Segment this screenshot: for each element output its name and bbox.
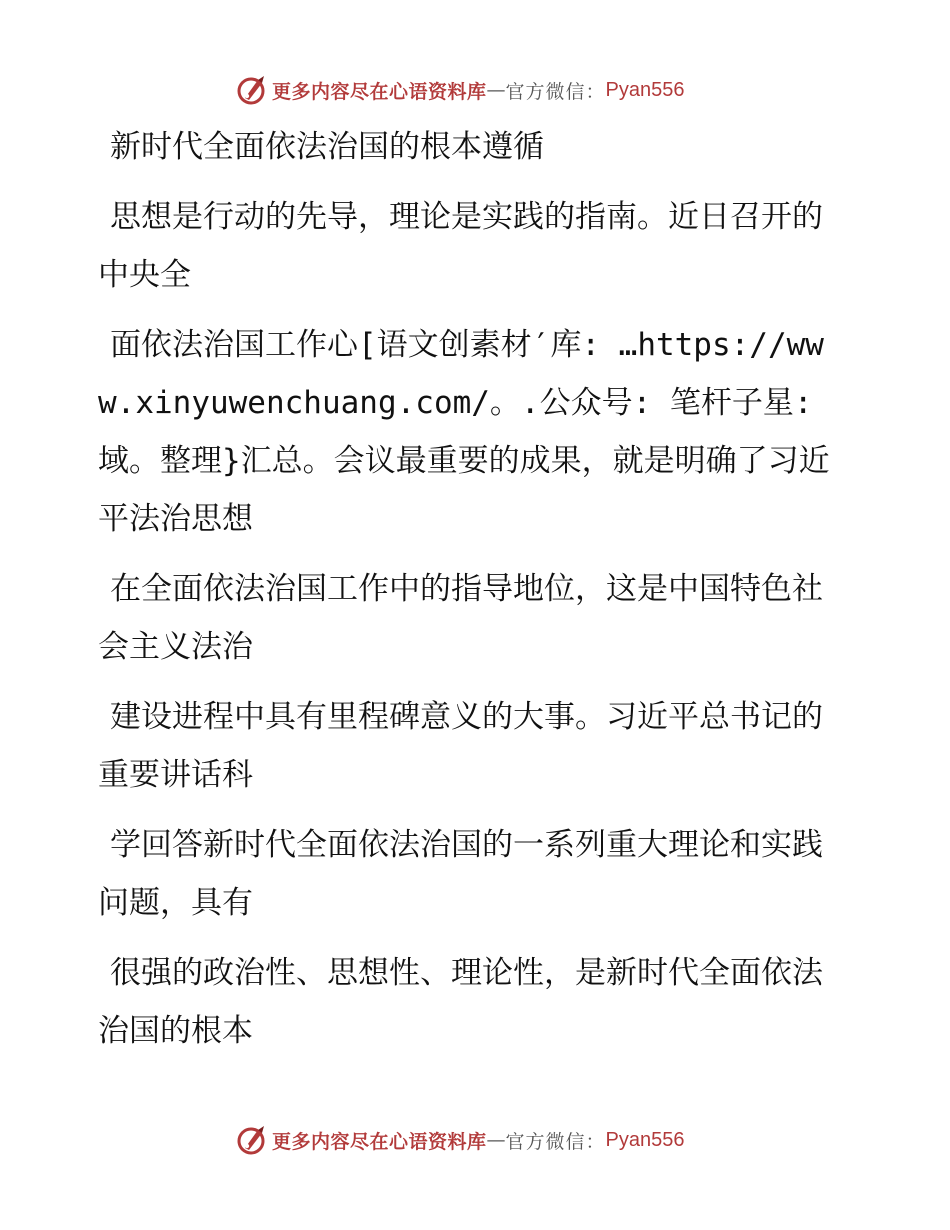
paragraph: 很强的政治性、思想性、理论性，是新时代全面依法治国的根本 (98, 955, 823, 1049)
quill-pen-logo-icon (236, 74, 268, 106)
document-title: 新时代全面依法治国的根本遵循 (110, 129, 544, 165)
quill-pen-logo-icon (236, 1124, 268, 1156)
header-banner (236, 72, 685, 108)
banner-dash: — (486, 79, 506, 101)
banner-site-text: 更多内容尽在心语资料库 (272, 1130, 487, 1153)
paragraph: 学回答新时代全面依法治国的一系列重大理论和实践问题，具有 (98, 827, 823, 921)
paragraph: 面依法治国工作心[语文创素材′库: …https://www.xinyuwenchuang.com/。.公众号: 笔杆子星:域。整理}汇总。会议最重要的成果，就是明确了习近平法治思想 (98, 327, 830, 537)
paragraph: 在全面依法治国工作中的指导地位，这是中国特色社会主义法治 (98, 571, 823, 665)
banner-site-text: 更多内容尽在心语资料库 (272, 80, 487, 103)
footer-banner (236, 1122, 685, 1158)
document-body (98, 118, 838, 1060)
banner-dash: — (486, 1129, 506, 1151)
paragraph: 思想是行动的先导，理论是实践的指南。近日召开的中央全 (98, 199, 823, 293)
banner-wechat-id: Pyan556 (605, 1128, 685, 1151)
banner-wechat-label: 官方微信： (505, 1130, 606, 1153)
banner-wechat-label: 官方微信： (505, 80, 606, 103)
banner-wechat-id: Pyan556 (605, 78, 685, 101)
paragraph: 建设进程中具有里程碑意义的大事。习近平总书记的重要讲话科 (98, 699, 823, 793)
